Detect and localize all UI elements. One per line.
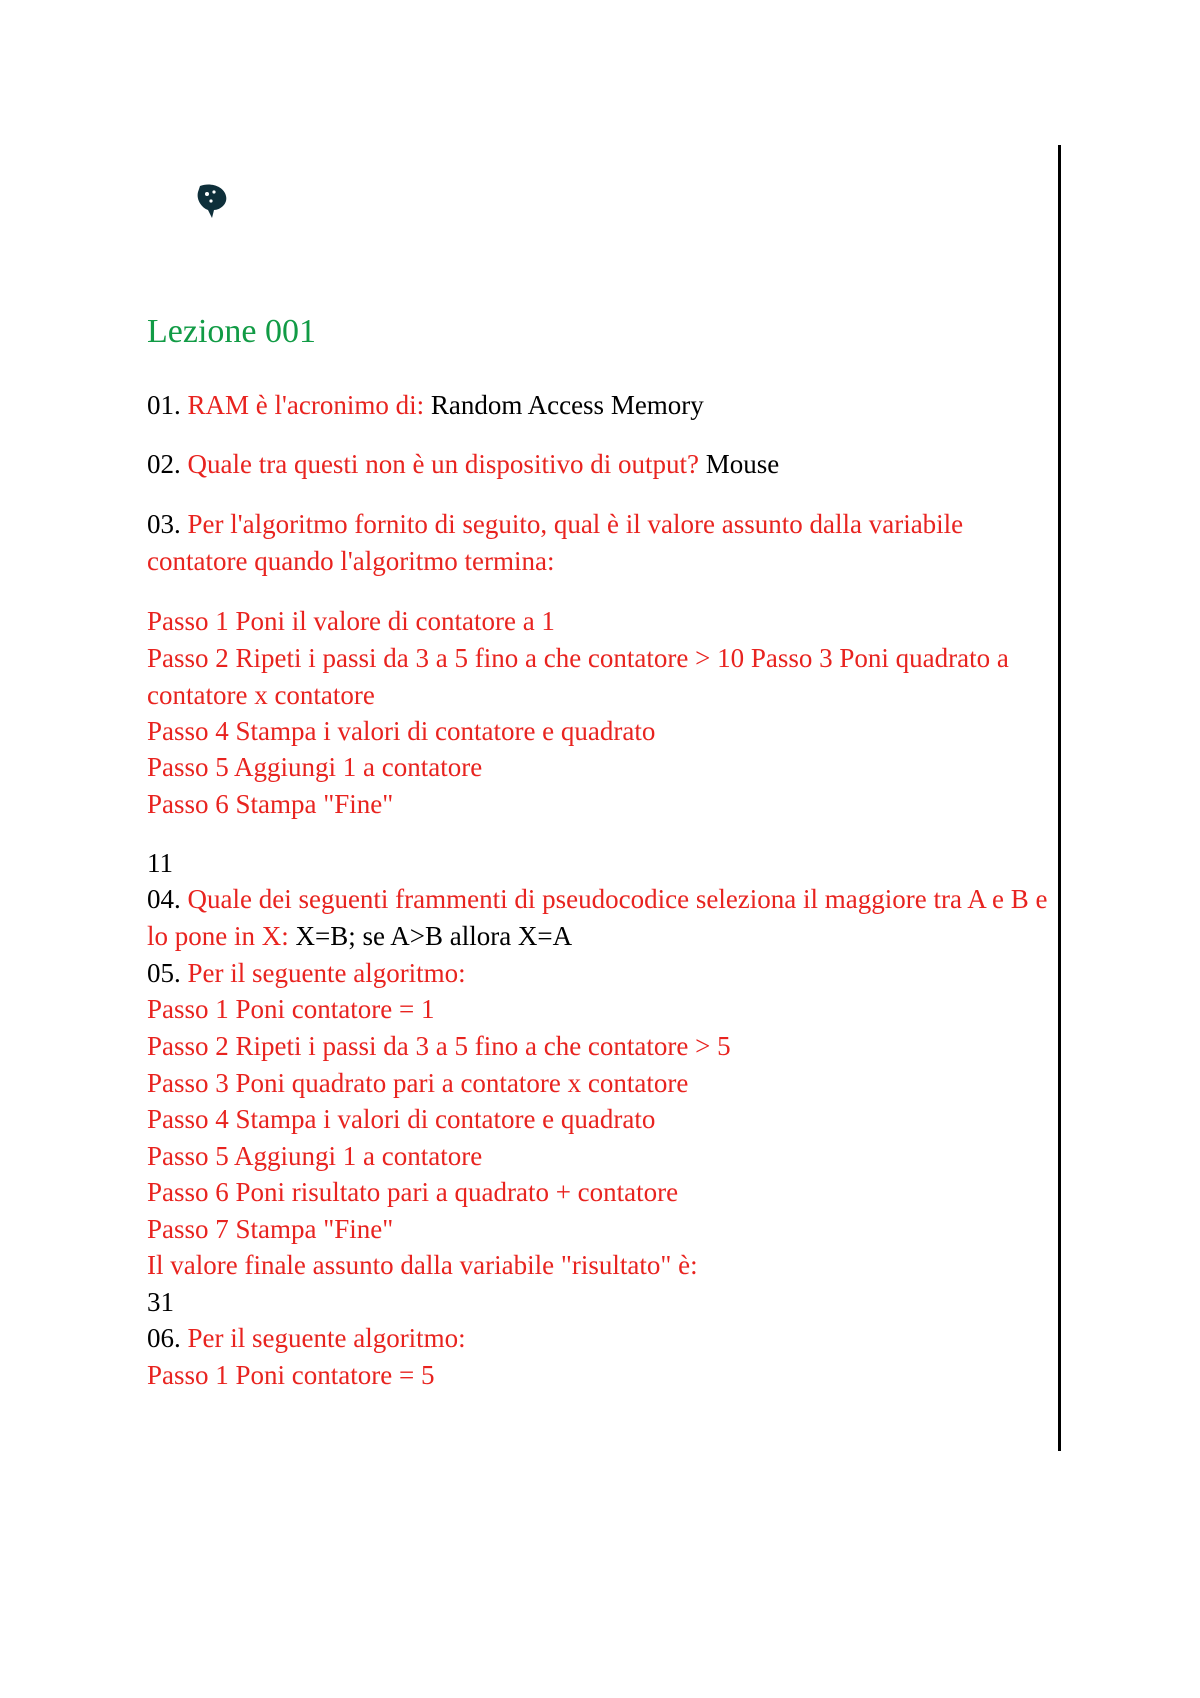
q05-step-4: Passo 4 Stampa i valori di contatore e quadrato (147, 1104, 656, 1134)
q05-step-3: Passo 3 Poni quadrato pari a contatore x contatore (147, 1068, 689, 1098)
q06-step-1: Passo 1 Poni contatore = 5 (147, 1360, 435, 1390)
margin-rule (1058, 145, 1061, 1451)
question-number: 01. (147, 390, 181, 420)
question-text: RAM è l'acronimo di: (187, 390, 425, 420)
question-number: 02. (147, 449, 181, 479)
answer-text: Mouse (705, 449, 780, 479)
question-text: Per il seguente algoritmo: (187, 958, 466, 988)
answer-text: Random Access Memory (430, 390, 704, 420)
q05-step-1: Passo 1 Poni contatore = 1 (147, 994, 435, 1024)
question-04 (147, 881, 1052, 954)
q03-answer: 11 (147, 848, 173, 878)
question-text: Quale dei seguenti frammenti di pseudocodice seleziona il maggiore tra A e B e lo pone in X: (147, 884, 1048, 951)
q05-step-6: Passo 6 Poni risultato pari a quadrato + contatore (147, 1177, 679, 1207)
question-number: 05. (147, 958, 181, 988)
question-text: Quale tra questi non è un dispositivo di output? (187, 449, 699, 479)
q05-step-7: Passo 7 Stampa "Fine" (147, 1214, 394, 1244)
q03-step-6: Passo 6 Stampa "Fine" (147, 789, 394, 819)
question-01 (147, 387, 704, 424)
question-text: Per il seguente algoritmo: (187, 1323, 466, 1353)
q03-step-4: Passo 4 Stampa i valori di contatore e quadrato (147, 716, 656, 746)
q03-step-5: Passo 5 Aggiungi 1 a contatore (147, 752, 483, 782)
q03-step-1: Passo 1 Poni il valore di contatore a 1 (147, 606, 555, 636)
question-06 (147, 1320, 466, 1357)
page-title: Lezione 001 (147, 313, 316, 350)
q05-tail: Il valore finale assunto dalla variabile "risultato" è: (147, 1250, 698, 1280)
question-number: 04. (147, 884, 181, 914)
q05-answer: 31 (147, 1287, 174, 1317)
question-03 (147, 506, 1052, 579)
question-number: 03. (147, 509, 181, 539)
q05-step-5: Passo 5 Aggiungi 1 a contatore (147, 1141, 483, 1171)
leaf-seal-icon (192, 180, 232, 220)
answer-text: X=B; se A>B allora X=A (295, 920, 573, 951)
question-text: Per l'algoritmo fornito di seguito, qual è il valore assunto dalla variabile contatore quando l'algoritmo termina: (147, 509, 964, 576)
q03-step-2: Passo 2 Ripeti i passi da 3 a 5 fino a che contatore > 10 Passo 3 Poni quadrato a contatore x contatore (147, 643, 1009, 710)
question-02 (147, 446, 779, 483)
question-number: 06. (147, 1323, 181, 1353)
question-05 (147, 955, 466, 992)
q05-step-2: Passo 2 Ripeti i passi da 3 a 5 fino a che contatore > 5 (147, 1031, 731, 1061)
